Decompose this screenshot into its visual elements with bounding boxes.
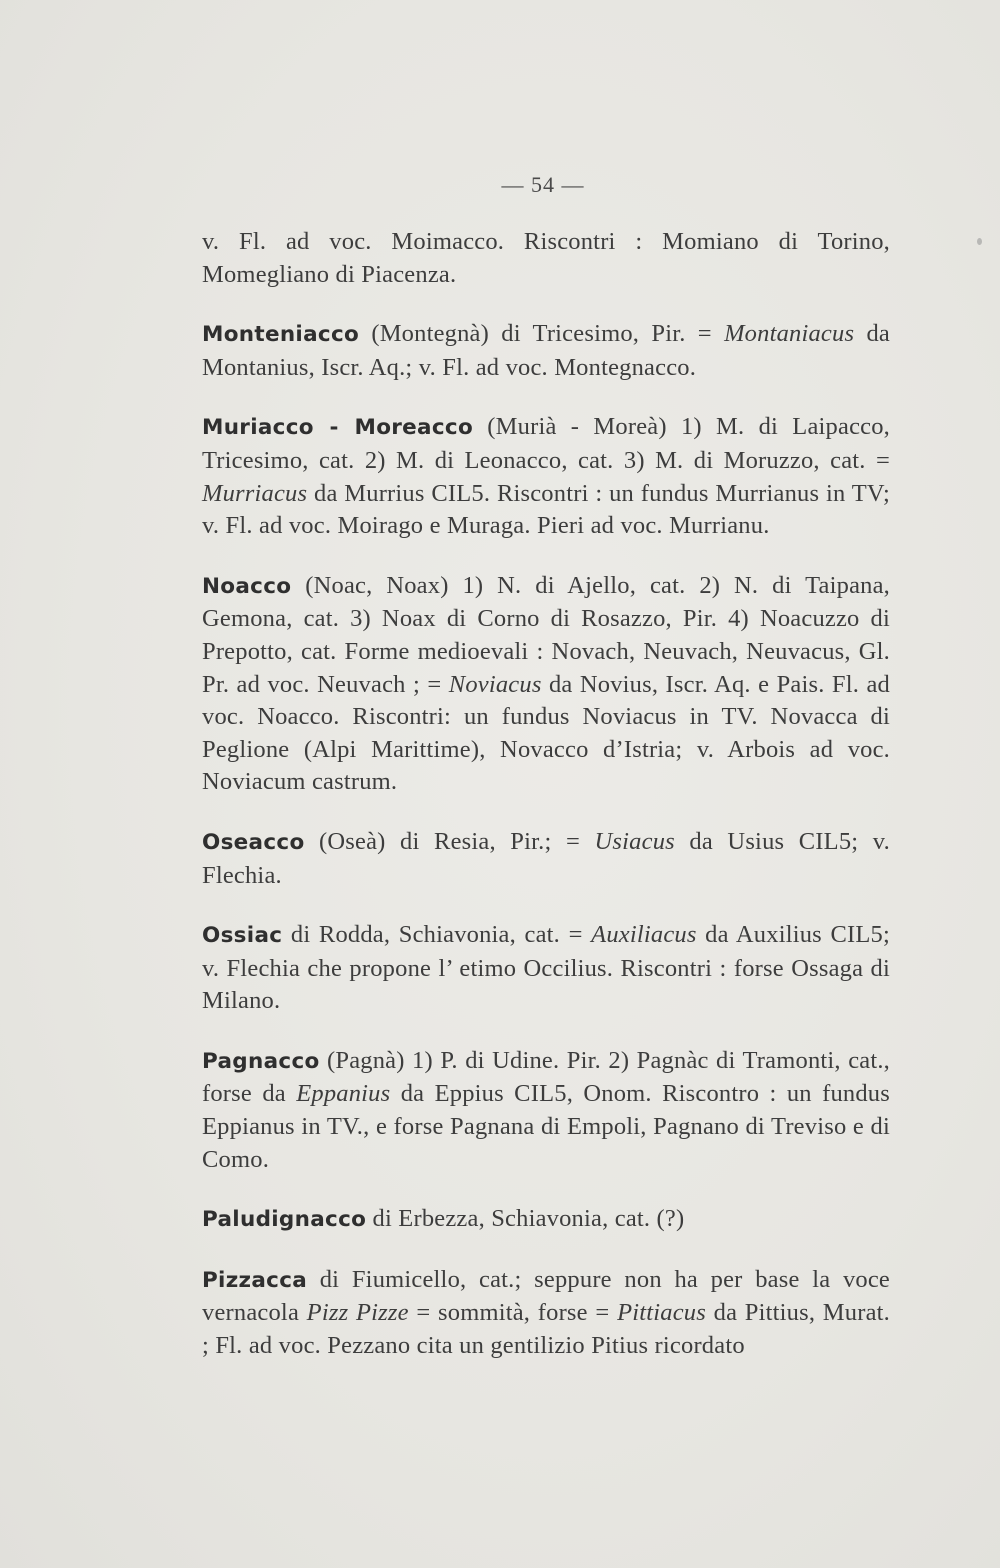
entry-pizzacca: [202, 1264, 890, 1363]
paper-speck: [977, 238, 982, 245]
entry-body: da Eppius CIL5, Onom. Riscontro : un fundus Eppianus in TV., e forse Pagnana di Empoli, Pagnano di Treviso e di Como.: [202, 1080, 890, 1173]
entry-latin-form: Pittiacus: [617, 1299, 706, 1327]
entry-oseacco: [202, 826, 890, 892]
entry-latin-form: Eppanius: [296, 1080, 391, 1108]
text-column: [202, 226, 890, 1363]
entry-latin-form: Pizz Pizze: [306, 1299, 409, 1327]
entry-body: = sommità, forse =: [408, 1299, 618, 1327]
entry-monteniacco: [202, 318, 890, 384]
entry-paludignacco: [202, 1203, 890, 1237]
entry-latin-form: Usiacus: [594, 827, 675, 855]
entry-body: di Erbezza, Schiavonia, cat. (?): [366, 1205, 685, 1233]
entry-body: da Murrius CIL5. Riscontri : un fundus Murrianus in TV; v. Fl. ad voc. Moirago e Muraga. Pieri ad voc. Murrianu.: [202, 479, 890, 540]
entry-headword: Oseacco: [202, 829, 305, 855]
entry-latin-form: Auxiliacus: [591, 921, 697, 949]
entry-body: di Fiumicello, cat.; seppure non ha per base la voce vernacola: [202, 1265, 890, 1327]
entry-muriacco: [202, 411, 890, 542]
entry-body: (Pagnà) 1) P. di Udine. Pir. 2) Pagnàc di Tramonti, cat., forse da: [202, 1046, 890, 1108]
entry-pagnacco: [202, 1045, 890, 1176]
entry-body: (Oseà) di Resia, Pir.; =: [304, 827, 595, 855]
entry-headword: Noacco: [202, 573, 292, 599]
entry-body: da Auxilius CIL5; v. Flechia che propone l’ etimo Occilius. Riscontri : forse Ossaga di Milano.: [202, 921, 891, 1015]
entry-headword: Ossiac: [202, 923, 283, 949]
entry-body: (Noac, Noax) 1) N. di Ajello, cat. 2) N. di Taipana, Gemona, cat. 3) Noax di Corno di Rosazzo, Pir. 4) Noacuzzo di Prepotto, cat. Forme medioevali : Novach, Neuvach, Neuvacus, Gl. Pr. ad voc. Neuvach ; =: [202, 571, 890, 698]
entry-body: da Novius, Iscr. Aq. e Pais. Fl. ad voc. Noacco. Riscontri: un fundus Noviacus in TV. Novacca di Peglione (Alpi Marittime), Novacco d’Istria; v. Arbois ad voc. Noviacum castrum.: [202, 670, 890, 796]
entry-headword: Pagnacco: [202, 1048, 320, 1074]
entry-body: v. Fl. ad voc. Moimacco. Riscontri : Momiano di Torino, Momegliano di Piacenza.: [202, 228, 890, 288]
entry-body: (Murià - Moreà) 1) M. di Laipacco, Tricesimo, cat. 2) M. di Leonacco, cat. 3) M. di Moruzzo, cat. =: [202, 413, 891, 474]
entry-latin-form: Noviacus: [448, 670, 542, 698]
entry-headword: Monteniacco: [202, 322, 360, 348]
entry-body: da Usius CIL5; v. Flechia.: [202, 827, 890, 889]
entry-latin-form: Montaniacus: [724, 320, 855, 348]
entry-noacco: [202, 570, 890, 799]
entry-continuation: [202, 226, 890, 291]
entry-body: da Montanius, Iscr. Aq.; v. Fl. ad voc. Montegnacco.: [202, 320, 890, 381]
entry-headword: Muriacco - Moreacco: [202, 415, 474, 441]
entry-ossiac: [202, 919, 890, 1018]
entry-body: di Rodda, Schiavonia, cat. =: [282, 921, 592, 949]
entry-body: da Pittius, Murat. ; Fl. ad voc. Pezzano cita un gentilizio Pitius ricordato: [202, 1299, 891, 1360]
page-number: — 54 —: [501, 172, 585, 197]
entry-latin-form: Murriacus: [202, 479, 308, 507]
entry-headword: Paludignacco: [202, 1207, 367, 1233]
entry-headword: Pizzacca: [202, 1267, 308, 1293]
entry-body: (Montegnà) di Tricesimo, Pir. =: [359, 320, 725, 348]
